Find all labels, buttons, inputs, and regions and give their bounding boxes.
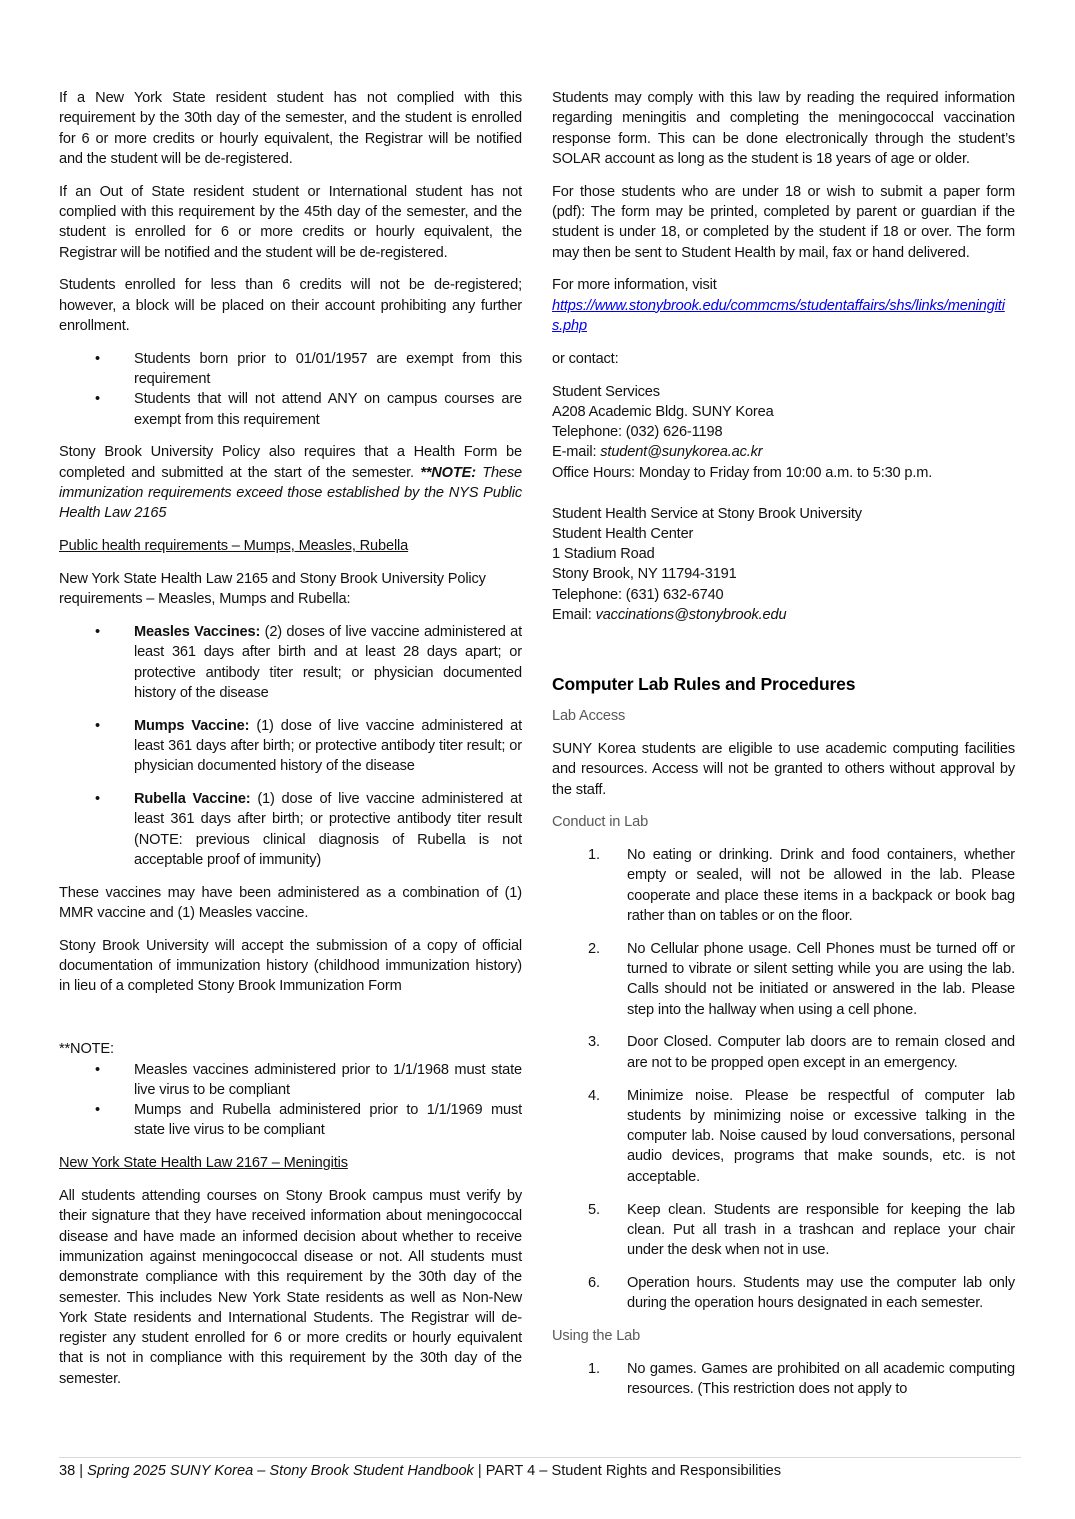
bullet-icon: •: [95, 624, 100, 641]
paragraph-comply: Students may comply with this law by reading the required information regarding meningitis and completing the meningococcal vaccination response form. This can be done electronically through the student’s SOLAR account as long as the student is 18 years of age or older.: [552, 90, 1015, 167]
paragraph-accept-documentation: Stony Brook University will accept the submission of a copy of official documentation of immunization history (childhood immunization history) in lieu of a completed Stony Brook Immunization Form: [59, 937, 522, 995]
subheading-lab-access: Lab Access: [552, 708, 626, 725]
paragraph-combination: These vaccines may have been administered as a combination of (1) MMR vaccine and (1) Measles vaccine.: [59, 884, 522, 922]
exemptions-list: [59, 349, 522, 430]
more-info-label: For more information, visit: [552, 277, 717, 294]
notes-list: [59, 1060, 522, 1141]
list-item-measles: • Measles Vaccines: (2) doses of live vaccine administered at least 361 days after birth and at least 28 days apart; or protective antibody titer result; or physician documented history of the disease: [95, 624, 522, 701]
bullet-icon: •: [95, 350, 100, 367]
spacer: [552, 638, 1015, 674]
heading-meningitis: New York State Health Law 2167 – Meningitis: [59, 1155, 348, 1172]
list-item-mumps: • Mumps Vaccine: (1) dose of live vaccine administered at least 361 days after birth; or protective antibody titer result; or physician documented history of the disease: [95, 717, 522, 775]
bullet-icon: •: [95, 1061, 100, 1078]
paragraph-ny-resident: If a New York State resident student has not complied with this requirement by the 30th day of the semester, and the student is enrolled for 6 or more credits or hourly equivalent, the Registrar will be notified and the student will be de-registered.: [59, 90, 522, 167]
list-item: 1. No games. Games are prohibited on all academic computing resources. (This restriction does not apply to: [588, 1360, 1015, 1398]
list-item: • Mumps and Rubella administered prior to 1/1/1969 must state live virus to be compliant: [95, 1102, 522, 1139]
list-item: 5. Keep clean. Students are responsible for keeping the lab clean. Put all trash in a trashcan and replace your chair under the desk when not in use.: [588, 1201, 1015, 1259]
paragraph-out-of-state: If an Out of State resident student or International student has not complied with this requirement by the 45th day of the semester, and the student is enrolled for 6 or more credits or hourly equivalent, the Registrar will be notified and the student will be de-registered.: [59, 183, 522, 261]
handbook-title: Spring 2025 SUNY Korea – Stony Brook Student Handbook: [87, 1463, 474, 1479]
conduct-rules-list: [552, 845, 1015, 1313]
section-title: PART 4 – Student Rights and Responsibilities: [485, 1463, 782, 1479]
page-number: 38: [59, 1463, 76, 1479]
subheading-conduct: Conduct in Lab: [552, 814, 649, 831]
meningitis-info-link[interactable]: https://www.stonybrook.edu/commcms/studentaffairs/shs/links/meningitis.php: [552, 297, 1005, 334]
note-label: **NOTE:: [59, 1041, 114, 1058]
paragraph-health-form-policy: Stony Brook University Policy also requires that a Health Form be completed and submitted at the start of the semester. **NOTE: These immunization requirements exceed those established by the NYS Public Health Law 2165: [59, 444, 523, 522]
or-contact-label: or contact:: [552, 350, 619, 367]
page-footer: 38 | Spring 2025 SUNY Korea – Stony Brook Student Handbook | PART 4 – Student Rights and Responsibilities: [59, 1463, 782, 1479]
list-item: 6. Operation hours. Students may use the computer lab only during the operation hours designated in each semester.: [588, 1274, 1015, 1312]
list-item: 2. No Cellular phone usage. Cell Phones must be turned off or turned to vibrate or silent setting while you are using the lab. Calls should not be initiated or answered in the lab. Please step into the hallway when using a cell phone.: [588, 940, 1015, 1018]
subheading-using-lab: Using the Lab: [552, 1328, 641, 1345]
list-item: 3. Door Closed. Computer lab doors are to remain closed and are not to be propped open except in an emergency.: [588, 1034, 1015, 1071]
list-item: • Measles vaccines administered prior to 1/1/1968 must state live virus to be compliant: [95, 1061, 522, 1098]
vaccines-list: [59, 622, 522, 870]
health-service-email[interactable]: vaccinations@stonybrook.edu: [595, 607, 787, 624]
list-item: • Students that will not attend ANY on campus courses are exempt from this requirement: [95, 391, 522, 428]
footer-divider: [59, 1457, 1021, 1458]
list-item: 4. Minimize noise. Please be respectful of computer lab students by minimizing noise or excessive talking in the computer lab. Noise caused by loud conversations, personal audio devices, programs that make sounds, etc. is not acceptable.: [588, 1087, 1015, 1185]
list-item-rubella: • Rubella Vaccine: (1) dose of live vaccine administered at least 361 days after birth; or protective antibody titer result (NOTE: previous clinical diagnosis of Rubella is not acceptable proof of immunity): [95, 791, 522, 868]
bullet-icon: •: [95, 1102, 100, 1119]
list-item: 1. No eating or drinking. Drink and food containers, whether empty or sealed, will not be allowed in the lab. Please cooperate and place these items in a backpack or book bag rather than on tables or on the floor.: [588, 847, 1015, 924]
heading-mmr-requirements: Public health requirements – Mumps, Measles, Rubella: [59, 538, 409, 555]
student-services-contact: Student Services A208 Academic Bldg. SUNY Korea Telephone: (032) 626-1198 E-mail: student@sunykorea.ac.kr Office Hours: Monday to Friday from 10:00 a.m. to 5:30 p.m.: [552, 383, 933, 481]
using-rules-list: [552, 1359, 1015, 1400]
student-services-email[interactable]: student@sunykorea.ac.kr: [600, 444, 763, 461]
paragraph-meningitis: All students attending courses on Stony Brook campus must verify by their signature that they have received information about meningococcal disease and have made an informed decision about whether to receive immunization against meningococcal disease or not. All students must demonstrate compliance with this requirement by the 30th day of the semester. This includes New York State residents as well as Non-New York State residents and International Students. The Registrar will de-register any student enrolled for 6 or more credits or hourly equivalent that is not in compliance with this requirement by the 30th day of the semester.: [59, 1188, 522, 1387]
bullet-icon: •: [95, 791, 100, 808]
left-column: [59, 88, 522, 1402]
bullet-icon: •: [95, 717, 100, 734]
list-item: • Students born prior to 01/01/1957 are exempt from this requirement: [95, 350, 522, 388]
paragraph-lab-access: SUNY Korea students are eligible to use academic computing facilities and resources. Access will not be granted to others without approval by the staff.: [552, 740, 1015, 798]
health-service-contact: Student Health Service at Stony Brook University Student Health Center 1 Stadium Road Stony Brook, NY 11794-3191 Telephone: (631) 632-6740 Email: vaccinations@stonybrook.edu: [552, 505, 862, 624]
bullet-icon: •: [95, 391, 100, 408]
spacer: [59, 1009, 522, 1039]
more-info-paragraph: [552, 296, 1015, 337]
paragraph-mmr-intro: New York State Health Law 2165 and Stony Brook University Policy requirements – Measles, Mumps and Rubella:: [59, 570, 486, 608]
paragraph-paper-form: For those students who are under 18 or wish to submit a paper form (pdf): The form may be printed, completed by parent or guardian if the student is under 18, or completed by the student if 18 or over. The form may then be sent to Student Health by mail, fax or hand delivered.: [552, 183, 1015, 261]
spacer: [552, 496, 1015, 504]
right-column: [552, 88, 1015, 1412]
paragraph-less-than-6-credits: Students enrolled for less than 6 credits will not be de-registered; however, a block will be placed on their account prohibiting any further enrollment.: [59, 277, 522, 334]
section-heading-computer-lab: Computer Lab Rules and Procedures: [552, 673, 856, 694]
